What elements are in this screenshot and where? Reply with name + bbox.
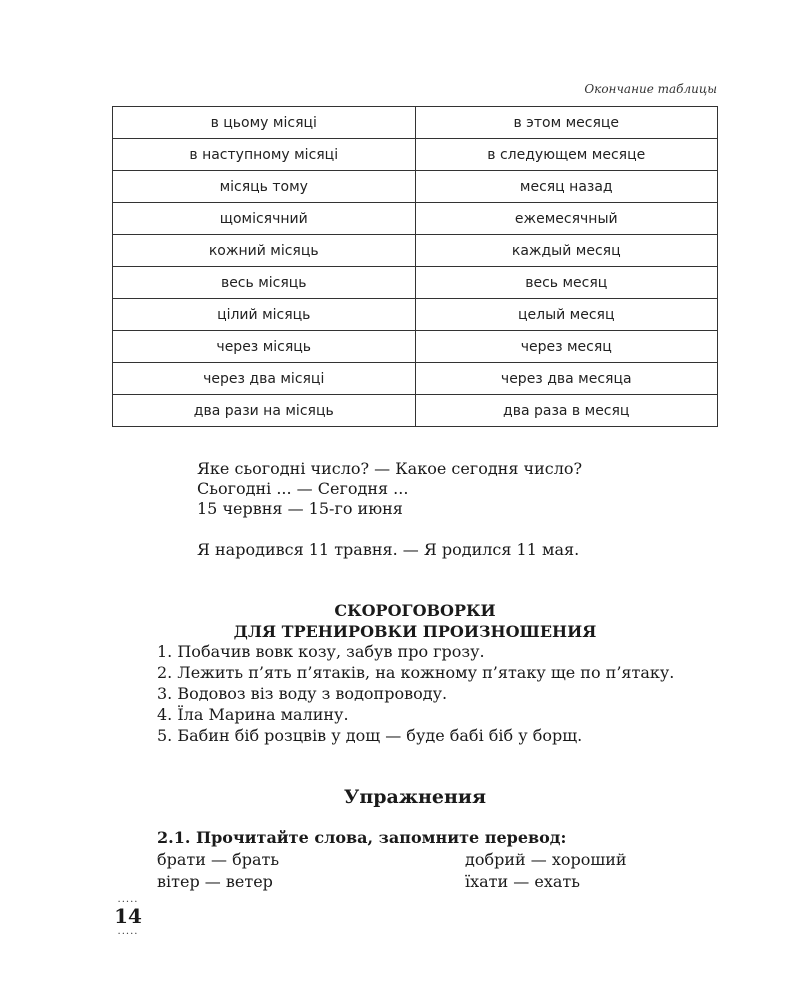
list-item: 2. Лежить п’ять п’ятаків, на кожному п’ятаку ще по п’ятаку. — [157, 663, 675, 682]
russian-cell: через два месяца — [415, 363, 718, 395]
table-row — [113, 139, 718, 171]
ukrainian-cell: через місяць — [113, 331, 416, 363]
ukrainian-cell: в цьому місяці — [113, 107, 416, 139]
russian-cell: ежемесячный — [415, 203, 718, 235]
table-row — [113, 395, 718, 427]
word-pair-row — [157, 849, 717, 871]
word-pair: їхати — ехать — [465, 872, 580, 891]
birthday-block — [197, 540, 579, 560]
russian-cell: через месяц — [415, 331, 718, 363]
russian-cell: в этом месяце — [415, 107, 718, 139]
exercises-heading: Упражнения — [343, 786, 487, 808]
word-pair: брати — брать — [157, 850, 280, 869]
page-number: 14 — [114, 904, 142, 928]
exercise-instruction: 2.1. Прочитайте слова, запомните перевод: — [157, 828, 567, 847]
dotted-rule-bottom: ..... — [117, 926, 139, 937]
ukrainian-cell: весь місяць — [113, 267, 416, 299]
page-number-block — [112, 896, 144, 936]
list-item: 4. Їла Марина малину. — [157, 705, 349, 724]
list-item: 3. Водовоз віз воду з водопроводу. — [157, 684, 448, 703]
table-row — [113, 171, 718, 203]
russian-cell: каждый месяц — [415, 235, 718, 267]
tongue-twisters-subtitle: ДЛЯ ТРЕНИРОВКИ ПРОИЗНОШЕНИЯ — [233, 622, 597, 641]
dialogue-block — [197, 459, 582, 519]
list-item: 5. Бабин біб розцвів у дощ — буде бабі біб у борщ. — [157, 726, 583, 745]
dialogue-line: 15 червня — 15-го июня — [197, 499, 403, 518]
table-row — [113, 299, 718, 331]
russian-cell: в следующем месяце — [415, 139, 718, 171]
exercise-2-1 — [157, 827, 717, 893]
dotted-rule-top: ..... — [117, 894, 139, 905]
table-row — [113, 363, 718, 395]
ukrainian-cell: в наступному місяці — [113, 139, 416, 171]
table-row — [113, 203, 718, 235]
table-row — [113, 235, 718, 267]
vocabulary-table — [112, 106, 718, 427]
dialogue-line: Яке сьогодні число? — Какое сегодня число? — [197, 459, 583, 478]
word-pair: вітер — ветер — [157, 872, 273, 891]
word-pair: добрий — хороший — [465, 850, 627, 869]
tongue-twisters-list — [112, 641, 718, 746]
dialogue-line: Сьогодні ... — Сегодня ... — [197, 479, 409, 498]
russian-cell: весь месяц — [415, 267, 718, 299]
list-item: 1. Побачив вовк козу, забув про грозу. — [157, 642, 485, 661]
birthday-line: Я народився 11 травня. — Я родился 11 мая. — [197, 540, 580, 559]
russian-cell: два раза в месяц — [415, 395, 718, 427]
ukrainian-cell: два рази на місяць — [113, 395, 416, 427]
word-pair-row — [157, 871, 717, 893]
table-row — [113, 331, 718, 363]
table-row — [113, 267, 718, 299]
ukrainian-cell: місяць тому — [113, 171, 416, 203]
russian-cell: целый месяц — [415, 299, 718, 331]
russian-cell: месяц назад — [415, 171, 718, 203]
table-continuation-caption: Окончание таблицы — [584, 82, 717, 96]
ukrainian-cell: щомісячний — [113, 203, 416, 235]
ukrainian-cell: через два місяці — [113, 363, 416, 395]
ukrainian-cell: цілий місяць — [113, 299, 416, 331]
ukrainian-cell: кожний місяць — [113, 235, 416, 267]
table-row — [113, 107, 718, 139]
tongue-twisters-title: СКОРОГОВОРКИ — [334, 601, 496, 620]
